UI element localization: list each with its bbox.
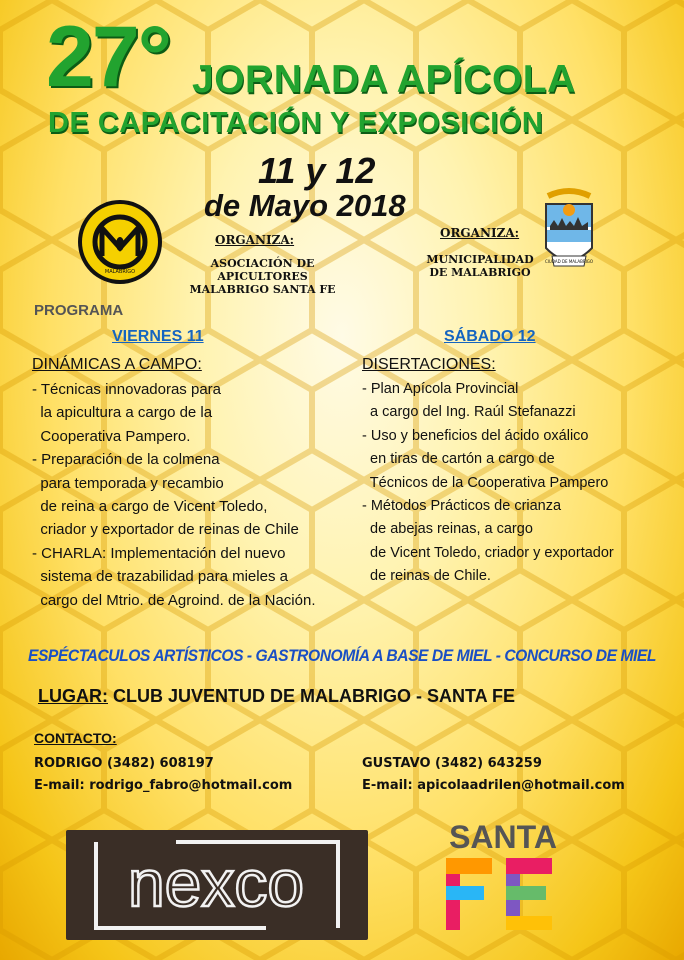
saturday-talks-list <box>362 378 614 589</box>
organizer-right-name <box>425 253 535 279</box>
saturday-line: a cargo del Ing. Raúl Stefanazzi <box>362 404 576 421</box>
organizer-left-name-line1: ASOCIACIÓN DE APICULTORES <box>210 257 315 283</box>
saturday-section-title: DISERTACIONES: <box>362 356 496 373</box>
saturday-line: en tiras de cartón a cargo de <box>362 451 555 468</box>
friday-line: sistema de trazabilidad para mieles a <box>32 568 288 586</box>
saturday-line: - Métodos Prácticos de crianza <box>362 498 562 515</box>
santa-fe-top-text: SANTA <box>449 819 557 855</box>
contact-heading: CONTACTO: <box>34 730 117 746</box>
organizer-left-name-line2: MALABRIGO SANTA FE <box>189 283 336 296</box>
organizer-left-label: ORGANIZA: <box>215 233 295 247</box>
event-title: JORNADA APÍCOLA <box>192 58 576 101</box>
event-month-year: de Mayo 2018 <box>204 188 406 223</box>
saturday-heading: SÁBADO 12 <box>444 328 536 345</box>
friday-activity-list <box>32 378 316 612</box>
friday-line: cargo del Mtrio. de Agroind. de la Nación. <box>32 591 316 609</box>
organizer-right-label: ORGANIZA: <box>440 226 520 240</box>
friday-heading: VIERNES 11 <box>112 328 204 345</box>
friday-line: - Preparación de la colmena <box>32 451 220 469</box>
venue <box>38 686 515 707</box>
program-heading: PROGRAMA <box>34 302 124 319</box>
nexco-wordmark: nexco <box>127 846 305 920</box>
saturday-line: de abejas reinas, a cargo <box>362 521 533 538</box>
saturday-line: de reinas de Chile. <box>362 568 491 585</box>
friday-section-title: DINÁMICAS A CAMPO: <box>32 356 202 373</box>
friday-line: Cooperativa Pampero. <box>32 427 191 445</box>
friday-line: de reina a cargo de Vicent Toledo, <box>32 498 268 516</box>
venue-label: LUGAR: <box>38 686 108 706</box>
nexco-sponsor-logo <box>66 830 368 940</box>
friday-line: para temporada y recambio <box>32 474 224 492</box>
contact-left-email: E-mail: rodrigo_fabro@hotmail.com <box>34 778 293 793</box>
venue-value: CLUB JUVENTUD DE MALABRIGO - SANTA FE <box>113 686 516 706</box>
beekeepers-association-logo <box>76 198 164 286</box>
santa-fe-sponsor-logo <box>438 818 568 938</box>
crest-text: CIUDAD DE MALABRIGO <box>544 259 594 264</box>
organizer-left-name <box>170 257 355 296</box>
contact-left-phone: RODRIGO (3482) 608197 <box>34 756 214 771</box>
friday-line: - Técnicas innovadoras para <box>32 381 221 398</box>
contact-right-phone: GUSTAVO (3482) 643259 <box>362 756 542 771</box>
contact-right-email: E-mail: apicolaadrilen@hotmail.com <box>362 778 625 793</box>
friday-line: criador y exportador de reinas de Chile <box>32 521 299 539</box>
saturday-line: - Plan Apícola Provincial <box>362 381 519 397</box>
friday-line: - CHARLA: Implementación del nuevo <box>32 544 286 562</box>
friday-line: la apicultura a cargo de la <box>32 404 213 422</box>
event-days: 11 y 12 <box>258 150 376 191</box>
saturday-line: - Uso y beneficios del ácido oxálico <box>362 427 589 444</box>
saturday-line: de Vicent Toledo, criador y exportador <box>362 544 614 561</box>
highlights-banner: ESPÉCTACULOS ARTÍSTICOS - GASTRONOMÍA A BASE DE MIEL - CONCURSO DE MIEL <box>27 646 657 665</box>
edition-number: 27° <box>46 9 171 105</box>
organizer-right-name-line2: DE MALABRIGO <box>429 266 531 279</box>
organizer-right-name-line1: MUNICIPALIDAD <box>426 253 534 266</box>
saturday-line: Técnicos de la Cooperativa Pampero <box>362 474 609 491</box>
logo-text-bottom: MALABRIGO <box>104 269 136 275</box>
nexco-logo-art <box>66 830 368 940</box>
municipality-crest-logo <box>540 186 598 284</box>
event-subtitle: DE CAPACITACIÓN Y EXPOSICIÓN <box>48 107 544 139</box>
